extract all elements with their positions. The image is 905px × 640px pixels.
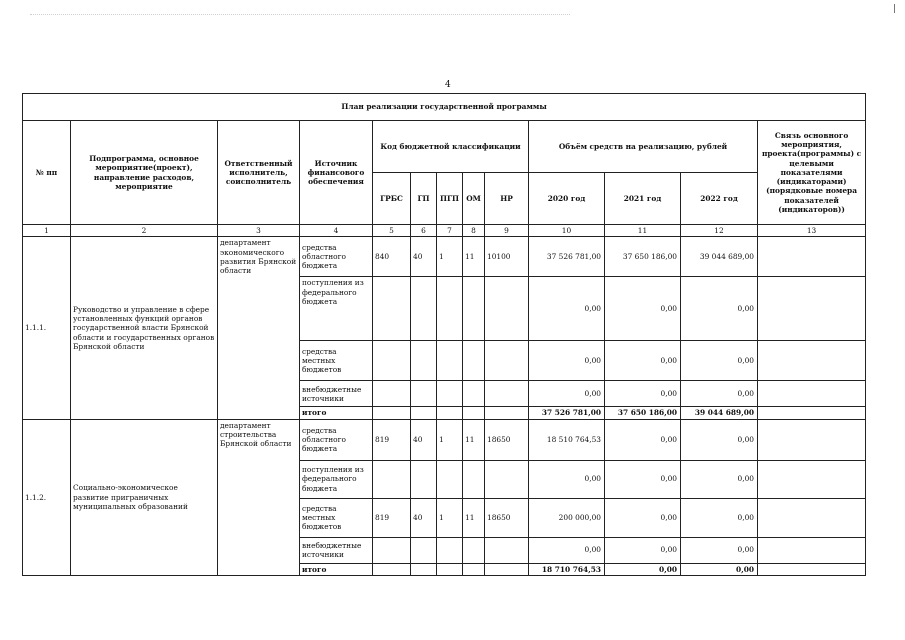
amount-2022: 0,00 (681, 498, 758, 537)
om-cell (463, 381, 485, 407)
amount-2022: 0,00 (681, 381, 758, 407)
header-2021: 2021 год (605, 173, 681, 225)
amount-2020: 18 510 764,53 (529, 419, 605, 460)
indicator-link-cell (758, 277, 866, 341)
gp-cell: 40 (411, 237, 437, 277)
source-cell: итого (300, 563, 373, 575)
amount-2022: 0,00 (681, 460, 758, 498)
np-cell (485, 563, 529, 575)
gp-cell (411, 277, 437, 341)
pgp-cell: 1 (437, 419, 463, 460)
header-om: ОМ (463, 173, 485, 225)
indicator-link-cell (758, 407, 866, 419)
om-cell: 11 (463, 419, 485, 460)
item-number: 1.1.2. (23, 419, 71, 575)
source-cell: средства областного бюджета (300, 237, 373, 277)
amount-2022: 0,00 (681, 537, 758, 563)
amount-2021: 0,00 (605, 277, 681, 341)
amount-2021: 0,00 (605, 460, 681, 498)
column-number: 9 (485, 225, 529, 237)
gp-cell (411, 537, 437, 563)
table-title: План реализации государственной программы (23, 94, 866, 121)
grbs-cell: 819 (373, 498, 411, 537)
np-cell (485, 381, 529, 407)
amount-2022: 0,00 (681, 341, 758, 381)
amount-2021: 37 650 186,00 (605, 237, 681, 277)
amount-2020: 0,00 (529, 341, 605, 381)
gp-cell: 40 (411, 498, 437, 537)
header-subprogram: Подпрограмма, основное мероприятие(проект), направление расходов, мероприятие (71, 121, 218, 225)
item-name: Социально-экономическое развитие приграничных муниципальных образований (71, 419, 218, 575)
pgp-cell (437, 563, 463, 575)
grbs-cell: 819 (373, 419, 411, 460)
indicator-link-cell (758, 341, 866, 381)
source-cell: внебюджетные источники (300, 537, 373, 563)
scan-artifact-line (30, 14, 570, 15)
np-cell (485, 277, 529, 341)
amount-2021: 0,00 (605, 381, 681, 407)
amount-2021: 0,00 (605, 537, 681, 563)
column-number: 11 (605, 225, 681, 237)
indicator-link-cell (758, 419, 866, 460)
column-number: 2 (71, 225, 218, 237)
pgp-cell (437, 381, 463, 407)
np-cell: 18650 (485, 419, 529, 460)
pgp-cell (437, 407, 463, 419)
om-cell: 11 (463, 237, 485, 277)
om-cell: 11 (463, 498, 485, 537)
gp-cell (411, 381, 437, 407)
source-cell: поступления из федерального бюджета (300, 460, 373, 498)
gp-cell (411, 407, 437, 419)
column-number-row (23, 225, 866, 237)
header-link: Связь основного мероприятия, проекта(программы) с целевыми показателями (индикаторами) (порядковые номера показателей (индикаторов)) (758, 121, 866, 225)
total-2021: 37 650 186,00 (605, 407, 681, 419)
grbs-cell (373, 381, 411, 407)
amount-2020: 37 526 781,00 (529, 237, 605, 277)
pgp-cell: 1 (437, 237, 463, 277)
amount-2022: 0,00 (681, 419, 758, 460)
page-number: 4 (445, 80, 451, 90)
source-cell: итого (300, 407, 373, 419)
header-2022: 2022 год (681, 173, 758, 225)
indicator-link-cell (758, 460, 866, 498)
np-cell (485, 460, 529, 498)
grbs-cell (373, 277, 411, 341)
source-cell: поступления из федерального бюджета (300, 277, 373, 341)
amount-2022: 0,00 (681, 277, 758, 341)
om-cell (463, 460, 485, 498)
header-pgp: ПГП (437, 173, 463, 225)
total-2022: 39 044 689,00 (681, 407, 758, 419)
amount-2021: 0,00 (605, 419, 681, 460)
column-number: 4 (300, 225, 373, 237)
grbs-cell (373, 407, 411, 419)
pgp-cell: 1 (437, 498, 463, 537)
om-cell (463, 563, 485, 575)
column-number: 7 (437, 225, 463, 237)
header-grbs: ГРБС (373, 173, 411, 225)
amount-2021: 0,00 (605, 341, 681, 381)
gp-cell (411, 460, 437, 498)
indicator-link-cell (758, 498, 866, 537)
column-number: 8 (463, 225, 485, 237)
amount-2020: 0,00 (529, 381, 605, 407)
scan-edge-mark (894, 4, 895, 13)
pgp-cell (437, 277, 463, 341)
om-cell (463, 341, 485, 381)
om-cell (463, 277, 485, 341)
indicator-link-cell (758, 237, 866, 277)
total-2021: 0,00 (605, 563, 681, 575)
header-np: НР (485, 173, 529, 225)
header-funds: Объём средств на реализацию, рублей (529, 121, 758, 173)
column-number: 12 (681, 225, 758, 237)
np-cell: 18650 (485, 498, 529, 537)
amount-2020: 0,00 (529, 277, 605, 341)
pgp-cell (437, 460, 463, 498)
np-cell (485, 407, 529, 419)
total-2020: 18 710 764,53 (529, 563, 605, 575)
np-cell (485, 537, 529, 563)
column-number: 13 (758, 225, 866, 237)
np-cell (485, 341, 529, 381)
np-cell: 10100 (485, 237, 529, 277)
item-responsible: департамент строительства Брянской области (218, 419, 300, 575)
amount-2021: 0,00 (605, 498, 681, 537)
total-2020: 37 526 781,00 (529, 407, 605, 419)
program-plan-table (22, 93, 866, 576)
gp-cell (411, 563, 437, 575)
column-number: 3 (218, 225, 300, 237)
header-source: Источник финансового обеспечения (300, 121, 373, 225)
table-row (23, 237, 866, 277)
source-cell: внебюджетные источники (300, 381, 373, 407)
grbs-cell: 840 (373, 237, 411, 277)
total-2022: 0,00 (681, 563, 758, 575)
item-responsible: департамент экономического развития Брянской области (218, 237, 300, 419)
indicator-link-cell (758, 381, 866, 407)
om-cell (463, 537, 485, 563)
source-cell: средства местных бюджетов (300, 498, 373, 537)
grbs-cell (373, 563, 411, 575)
grbs-cell (373, 341, 411, 381)
column-number: 5 (373, 225, 411, 237)
column-number: 10 (529, 225, 605, 237)
item-name: Руководство и управление в сфере установленных функций органов государственной власти Брянской области и государственных органов Брянской области (71, 237, 218, 419)
pgp-cell (437, 341, 463, 381)
header-num: № пп (23, 121, 71, 225)
header-2020: 2020 год (529, 173, 605, 225)
indicator-link-cell (758, 563, 866, 575)
grbs-cell (373, 460, 411, 498)
grbs-cell (373, 537, 411, 563)
amount-2020: 0,00 (529, 460, 605, 498)
source-cell: средства местных бюджетов (300, 341, 373, 381)
indicator-link-cell (758, 537, 866, 563)
gp-cell (411, 341, 437, 381)
header-responsible: Ответственный исполнитель, соисполнитель (218, 121, 300, 225)
amount-2020: 200 000,00 (529, 498, 605, 537)
amount-2022: 39 044 689,00 (681, 237, 758, 277)
pgp-cell (437, 537, 463, 563)
header-gp: ГП (411, 173, 437, 225)
table-row (23, 419, 866, 460)
amount-2020: 0,00 (529, 537, 605, 563)
header-budget-code: Код бюджетной классификации (373, 121, 529, 173)
gp-cell: 40 (411, 419, 437, 460)
om-cell (463, 407, 485, 419)
column-number: 1 (23, 225, 71, 237)
source-cell: средства областного бюджета (300, 419, 373, 460)
column-number: 6 (411, 225, 437, 237)
item-number: 1.1.1. (23, 237, 71, 419)
